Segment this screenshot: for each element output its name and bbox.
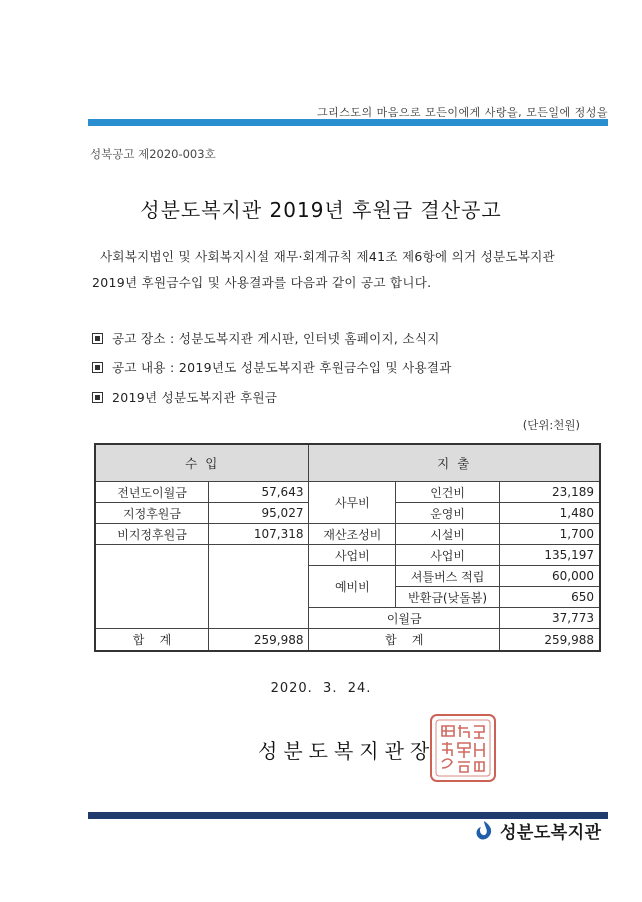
- income-label: 전년도이월금: [95, 482, 209, 503]
- table-row: [95, 482, 600, 503]
- header-accent-bar: [88, 119, 608, 126]
- expense-amount: 1,480: [500, 503, 600, 524]
- square-bullet-icon: [92, 362, 103, 373]
- expense-label: 시설비: [396, 524, 500, 545]
- table-total-row: [95, 629, 600, 652]
- table-row: [95, 545, 600, 566]
- bullet-location-text: 공고 장소 : 성분도복지관 게시판, 인터넷 홈페이지, 소식지: [112, 331, 440, 346]
- intro-line-2: 2019년 후원금수입 및 사용결과를 다음과 같이 공고 합니다.: [92, 275, 432, 290]
- unit-label: (단위:천원): [522, 418, 580, 432]
- expense-group-asset: 재산조성비: [309, 524, 396, 545]
- expense-amount: 60,000: [500, 566, 600, 587]
- expense-amount: 23,189: [500, 482, 600, 503]
- settlement-table: [94, 443, 601, 652]
- bullet-table-title: [92, 388, 277, 406]
- table-header-row: [95, 444, 600, 482]
- income-amount: 57,643: [209, 482, 309, 503]
- income-amount: 107,318: [209, 524, 309, 545]
- notice-number: 성북공고 제2020-003호: [90, 147, 216, 161]
- income-label: 비지정후원금: [95, 524, 209, 545]
- bullet-table-title-text: 2019년 성분도복지관 후원금: [112, 390, 278, 405]
- expense-label: 셔틀버스 적립: [396, 566, 500, 587]
- expense-total-amount: 259,988: [500, 629, 600, 652]
- footer-brand: [474, 818, 602, 843]
- expense-group-business: 사업비: [309, 545, 396, 566]
- income-total-label: 합 계: [95, 629, 209, 652]
- expense-label: 운영비: [396, 503, 500, 524]
- income-header: 수 입: [95, 444, 309, 482]
- brand-logo-icon: [474, 820, 494, 842]
- expense-amount: 37,773: [500, 608, 600, 629]
- expense-amount: 1,700: [500, 524, 600, 545]
- income-empty-cell: [209, 545, 309, 629]
- square-bullet-icon: [92, 333, 103, 344]
- income-amount: 95,027: [209, 503, 309, 524]
- expense-label: 사업비: [396, 545, 500, 566]
- brand-name: 성분도복지관: [500, 823, 602, 843]
- seal-icon: [428, 712, 498, 784]
- expense-group-office: 사무비: [309, 482, 396, 524]
- document-title: 성분도복지관 2019년 후원금 결산공고: [140, 198, 502, 222]
- income-empty-cell: [95, 545, 209, 629]
- expense-label: 인건비: [396, 482, 500, 503]
- table-row: [95, 524, 600, 545]
- expense-label-carryover: 이월금: [309, 608, 500, 629]
- bullet-content-text: 공고 내용 : 2019년도 성분도복지관 후원금수입 및 사용결과: [112, 360, 452, 375]
- expense-amount: 135,197: [500, 545, 600, 566]
- signature-name: 성분도복지관장: [258, 739, 436, 763]
- expense-label: 반환금(낮돌봄): [396, 587, 500, 608]
- official-seal: [428, 712, 498, 784]
- notice-date: 2020. 3. 24.: [270, 681, 372, 696]
- expense-amount: 650: [500, 587, 600, 608]
- square-bullet-icon: [92, 392, 103, 403]
- bullet-location: [92, 329, 440, 347]
- motto-text: 그리스도의 마음으로 모든이에게 사랑을, 모든일에 정성을: [316, 106, 608, 119]
- bullet-content: [92, 358, 452, 376]
- income-total-amount: 259,988: [209, 629, 309, 652]
- income-label: 지정후원금: [95, 503, 209, 524]
- expense-total-label: 합 계: [309, 629, 500, 652]
- expense-group-reserve: 예비비: [309, 566, 396, 608]
- intro-line-1: 사회복지법인 및 사회복지시설 재무·회계규칙 제41조 제6항에 의거 성분도복지관: [100, 249, 555, 264]
- expense-header: 지 출: [309, 444, 600, 482]
